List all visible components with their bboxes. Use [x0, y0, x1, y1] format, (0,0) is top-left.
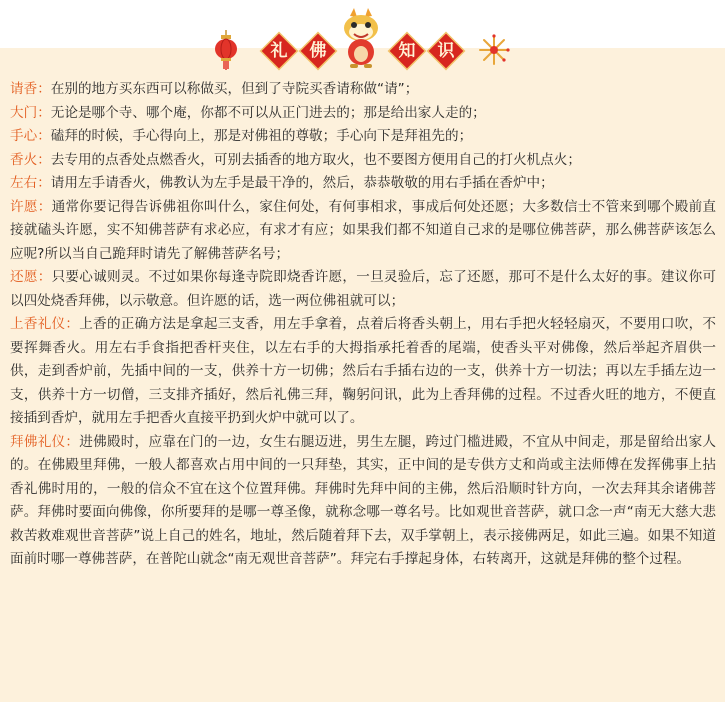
entry-text: 无论是哪个寺、哪个庵，你都不可以从正门进去的；那是给出家人走的；	[50, 104, 486, 121]
entry-paragraph	[10, 102, 716, 126]
header-banner	[0, 0, 725, 72]
entry-separator: ：	[37, 198, 52, 215]
entry-text: 在别的地方买东西可以称做买，但到了寺院买香请称做“请”；	[50, 81, 419, 97]
entry-paragraph	[10, 125, 716, 149]
title-badge	[425, 30, 467, 72]
entry-separator: ：	[37, 269, 52, 285]
entry-term: 还愿	[10, 269, 38, 285]
entry-separator: ：	[37, 128, 51, 144]
entry-text: 磕拜的时候，手心得向上，那是对佛祖的尊敬；手心向下是拜祖先的；	[50, 128, 473, 144]
entry-text: 请用左手请香火，佛教认为左手是最干净的，然后，恭恭敬敬的用右手插在香炉中；	[50, 175, 554, 191]
dragon-mascot-icon	[338, 8, 384, 68]
entry-paragraph	[10, 149, 716, 173]
title-badge	[297, 30, 339, 72]
entry-separator: ：	[37, 175, 51, 191]
title-char: 识	[437, 41, 455, 61]
entry-paragraph	[10, 78, 716, 102]
entry-term: 请香	[10, 81, 38, 97]
entry-paragraph	[10, 431, 716, 572]
entry-term: 上香礼仪	[10, 316, 66, 332]
entry-term: 左右	[10, 175, 38, 191]
entry-text: 通常你要记得告诉佛祖你叫什么，家住何处，有何事相求，事成后何处还愿；大多数信士不管来到哪个殿前直接就磕头许愿，实不知佛菩萨有求必应，有求才有应；如果我们都不知道自己求的是哪位佛菩萨，那么佛菩萨该怎么应呢?所以当自己跪拜时请先了解佛菩萨名号；	[10, 198, 717, 262]
title-badge	[258, 30, 300, 72]
entry-paragraph	[10, 172, 716, 196]
entry-text: 只要心诚则灵。不过如果你每逢寺院即烧香许愿，一旦灵验后，忘了还愿，那可不是什么太好的事。建议你可以四处烧香拜佛，以示敬意。但许愿的话，选一两位佛祖就可以；	[10, 269, 717, 309]
article-body	[10, 78, 716, 572]
entry-text: 去专用的点香处点燃香火，可别去插香的地方取火，也不要图方便用自己的打火机点火；	[50, 151, 581, 168]
entry-term: 大门	[10, 104, 38, 121]
entry-separator: ：	[37, 104, 51, 121]
entry-term: 许愿	[10, 198, 38, 215]
title-badge	[386, 30, 428, 72]
entry-separator: ：	[37, 81, 51, 97]
entry-paragraph	[10, 196, 716, 267]
title-char: 知	[398, 41, 416, 61]
firework-icon	[478, 34, 510, 66]
title-char: 佛	[309, 41, 327, 61]
entry-separator: ：	[65, 433, 80, 450]
entry-term: 香火	[10, 151, 38, 168]
entry-text: 上香的正确方法是拿起三支香，用左手拿着，点着后将香头朝上，用右手把火轻轻扇灭，不要用口吹，不要挥舞香火。用左右手食指把香杆夹住，以左右手的大拇指承托着香的尾端，使香头平对佛像，然后举起齐眉供一供，走到香炉前，先插中间的一支，供养十方一切佛；然后右手插右边的一支，供养十方一切法；再以左手插左边一支，供养十方一切僧，三支排齐插好，然后礼佛三拜，鞠躬问讯，此为上香拜佛的过程。不过香火旺的地方，不便直接插到香炉，就用左手把香火直接平扔到火炉中就可以了。	[10, 316, 717, 426]
entry-term: 拜佛礼仪	[10, 433, 66, 450]
entry-paragraph	[10, 266, 716, 313]
entry-separator: ：	[65, 316, 80, 332]
entry-term: 手心	[10, 128, 38, 144]
entry-separator: ：	[37, 151, 51, 168]
entry-text: 进佛殿时，应靠在门的一边，女生右腿迈进，男生左腿，跨过门槛进殿，不宜从中间走，那是留给出家人的。在佛殿里拜佛，一般人都喜欢占用中间的一只拜垫，其实，正中间的是专供方丈和尚或主法师傅在发挥佛事上拈香礼佛时用的，一般的信众不宜在这个位置拜佛。拜佛时先拜中间的主佛，然后沿顺时针方向，一次去拜其余诸佛菩萨。拜佛时要面向佛像，你所要拜的是哪一尊圣像，就称念哪一尊名号。比如观世音菩萨，就口念一声“南无大慈大悲救苦救难观世音菩萨”说上自己的姓名，地址，然后随着拜下去，双手掌朝上，表示接佛两足，如此三遍。如果不知道面前时哪一尊佛菩萨，在普陀山就念“南无观世音菩萨”。拜完右手撑起身体，右转离开，这就是拜佛的整个过程。	[10, 433, 717, 567]
lantern-icon	[213, 30, 239, 70]
entry-paragraph	[10, 313, 716, 431]
title-char: 礼	[270, 41, 288, 61]
